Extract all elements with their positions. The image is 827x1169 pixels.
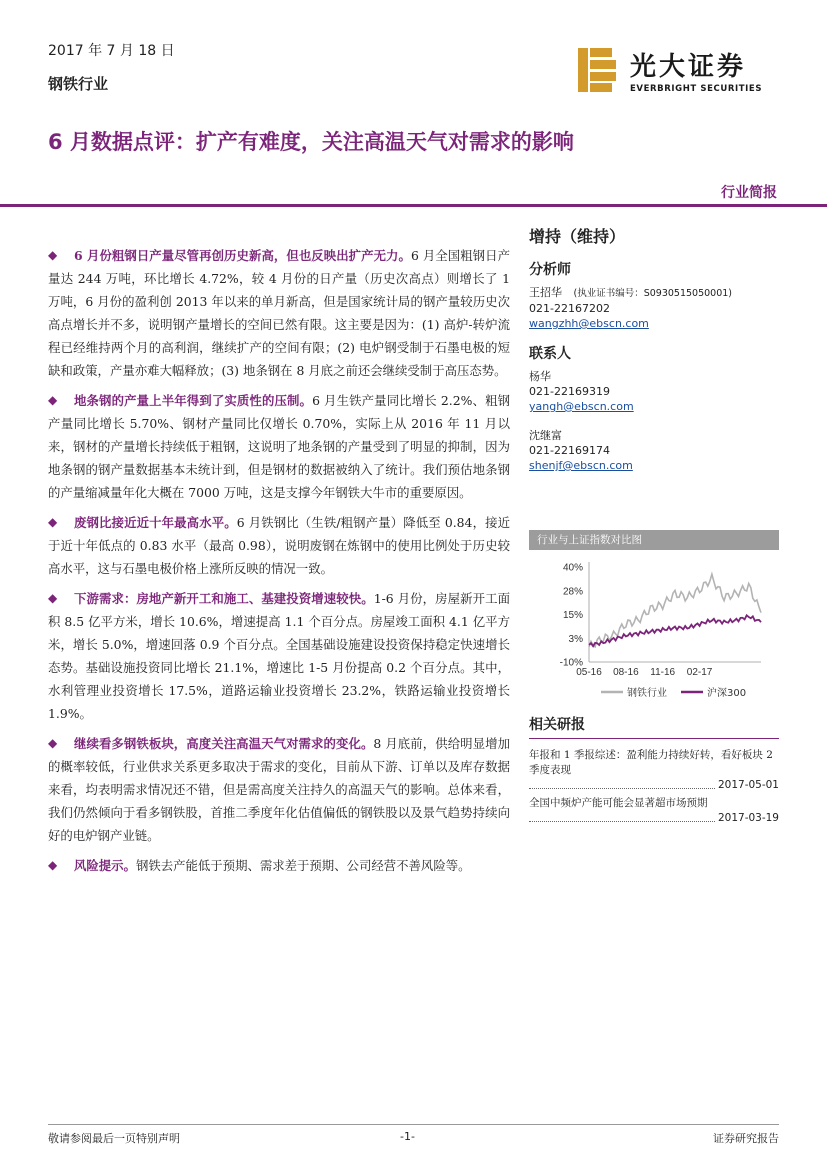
report-date: 2017 年 7 月 18 日 <box>48 43 175 59</box>
analyst-heading: 分析师 <box>529 262 571 278</box>
summary-paragraph <box>48 587 510 725</box>
paragraph-body: 1-6 月份，房屋新开工面积 8.5 亿平方米，增长 10.6%，增速提高 1.1 个百分点。房屋竣工面积 4.1 亿平方米，增长 5.0%，增速回落 0.9 个百分点。全国基础设施建设投资保持稳定快速增长态势。基础设施投资同比增长 21.1%，增速比 1-5 月份提高 0.2 个百分点。其中，水利管理业投资增长 17.5%，道路运输业投资增长 23.2%，铁路运输业投资增长 1.9%。 <box>48 591 510 721</box>
paragraph-lead: 地条钢的产量上半年得到了实质性的压制。 <box>74 393 313 408</box>
contact1-email[interactable]: yangh@ebscn.com <box>529 400 634 413</box>
main-column <box>48 244 510 884</box>
analyst-cert: (执业证书编号：S0930515050001) <box>573 288 733 299</box>
footer-divider <box>48 1124 779 1125</box>
contact2-email[interactable]: shenjf@ebscn.com <box>529 459 633 472</box>
related-date: 2017-03-19 <box>717 812 779 824</box>
diamond-bullet-icon: ◆ <box>48 248 58 262</box>
footer-report-label: 证券研究报告 <box>713 1132 779 1145</box>
footer-disclaimer: 敬请参阅最后一页特别声明 <box>48 1132 180 1145</box>
diamond-bullet-icon: ◆ <box>48 591 58 605</box>
paragraph-lead: 下游需求：房地产新开工和施工、基建投资增速较快。 <box>74 591 374 606</box>
contact1-phone: 021-22169319 <box>529 385 610 398</box>
summary-paragraph <box>48 732 510 847</box>
paragraph-body: 6 月生铁产量同比增长 2.2%、粗钢产量同比增长 5.70%、钢材产量同比仅增长 0.70%，实际上从 2016 年 11 月以来，钢材的产量增长持续低于粗钢，这说明了地条钢的产量受到了明显的抑制，因为地条钢的钢产量数据基本未统计到，但是钢材的数据被纳入了统计。我们预估地条钢的产量缩减量年化大概在 7000 万吨，这是支撑今年钢铁大牛市的重要原因。 <box>48 393 510 500</box>
series-line-steel <box>589 574 761 647</box>
x-tick-label: 02-17 <box>686 667 713 678</box>
related-date: 2017-05-01 <box>717 779 779 791</box>
related-item[interactable] <box>529 748 779 793</box>
y-tick-label: 28% <box>562 586 583 598</box>
legend-label: 钢铁行业 <box>627 688 667 699</box>
page-number: -1- <box>400 1130 415 1143</box>
related-title: 年报和 1 季报综述：盈利能力持续好转，看好板块 2 季度表现 <box>529 749 773 776</box>
x-tick-label: 08-16 <box>613 667 639 678</box>
related-list <box>529 748 779 829</box>
rating: 增持（维持） <box>529 227 626 246</box>
y-tick-label: -10% <box>559 657 583 669</box>
paragraph-lead: 继续看多钢铁板块，高度关注高温天气对需求的变化。 <box>74 736 374 751</box>
header-divider <box>0 204 827 207</box>
industry-label: 钢铁行业 <box>48 75 109 93</box>
paragraph-lead: 风险提示。 <box>74 858 136 873</box>
x-tick-label: 05-16 <box>576 667 602 678</box>
related-heading: 相关研报 <box>529 717 585 733</box>
diamond-bullet-icon: ◆ <box>48 858 58 872</box>
sidebar <box>529 224 779 473</box>
diamond-bullet-icon: ◆ <box>48 515 58 529</box>
paragraph-body: 钢铁去产能低于预期、需求差于预期、公司经营不善风险等。 <box>135 858 471 873</box>
y-tick-label: 40% <box>562 562 583 574</box>
everbright-logo-icon <box>578 48 618 92</box>
related-divider <box>529 738 779 739</box>
paragraph-lead: 废钢比接近近十年最高水平。 <box>74 515 237 530</box>
logo-cn-text: 光大证券 <box>630 52 747 82</box>
contact-heading: 联系人 <box>529 346 571 362</box>
analyst-phone: 021-22167202 <box>529 302 610 315</box>
paragraph-lead: 6 月份粗钢日产量尽管再创历史新高，但也反映出扩产无力。 <box>74 248 411 263</box>
report-type: 行业简报 <box>721 185 777 201</box>
logo-en-text: EVERBRIGHT SECURITIES <box>630 84 763 94</box>
chart-title: 行业与上证指数对比图 <box>529 530 779 550</box>
contact1-name: 杨华 <box>529 370 551 383</box>
summary-paragraph <box>48 389 510 504</box>
paragraph-body: 6 月全国粗钢日产量达 244 万吨，环比增长 4.72%，较 4 月份的日产量（历史次高点）则增长了 1 万吨，6 月份的盈利创 2013 年以来的单月新高，但是国家统计局的钢产量较历史次高点增长并不多，说明钢产量增长的空间已然有限。这主要是因为：(1) 高炉-转炉流程已经维持两个月的高利润，继续扩产的空间有限；(2) 电炉钢受制于石墨电极的短缺和政策，产量亦难大幅释放；(3) 地条钢在 8 月底之前还会继续受制于高压态势。 <box>48 248 510 378</box>
report-title: 6 月数据点评：扩产有难度，关注高温天气对需求的影响 <box>48 130 574 154</box>
analyst-email[interactable]: wangzhh@ebscn.com <box>529 317 649 330</box>
paragraph-body: 6 月铁钢比（生铁/粗钢产量）降低至 0.84，接近于近十年低点的 0.83 水平（最高 0.98），说明废钢在炼钢中的使用比例处于历史较高水平，这与石墨电极价格上涨所反映的情况一致。 <box>48 515 510 576</box>
summary-paragraph <box>48 511 510 580</box>
series-line-hs300 <box>589 615 761 646</box>
analyst-name: 王招华 <box>529 286 562 299</box>
comparison-chart <box>529 552 779 704</box>
y-tick-label: 15% <box>562 610 583 621</box>
diamond-bullet-icon: ◆ <box>48 736 58 750</box>
y-tick-label: 3% <box>568 633 583 645</box>
summary-paragraph <box>48 244 510 382</box>
x-tick-label: 11-16 <box>650 667 676 678</box>
contact2-phone: 021-22169174 <box>529 444 610 457</box>
diamond-bullet-icon: ◆ <box>48 393 58 407</box>
legend-label: 沪深300 <box>707 688 747 699</box>
summary-paragraph <box>48 854 510 877</box>
related-item[interactable] <box>529 796 779 826</box>
paragraph-body: 8 月底前，供给明显增加的概率较低，行业供求关系更多取决于需求的变化，目前从下游、订单以及库存数据来看，均表明需求情况还不错，但是需高度关注持久的高温天气的影响。总体来看，我们仍然倾向于看多钢铁股，首推二季度年化估值偏低的钢铁股以及景气趋势持续向好的电炉钢产业链。 <box>48 736 511 843</box>
related-title: 全国中频炉产能可能会显著超市场预期 <box>529 797 708 809</box>
contact2-name: 沈继富 <box>529 429 562 442</box>
